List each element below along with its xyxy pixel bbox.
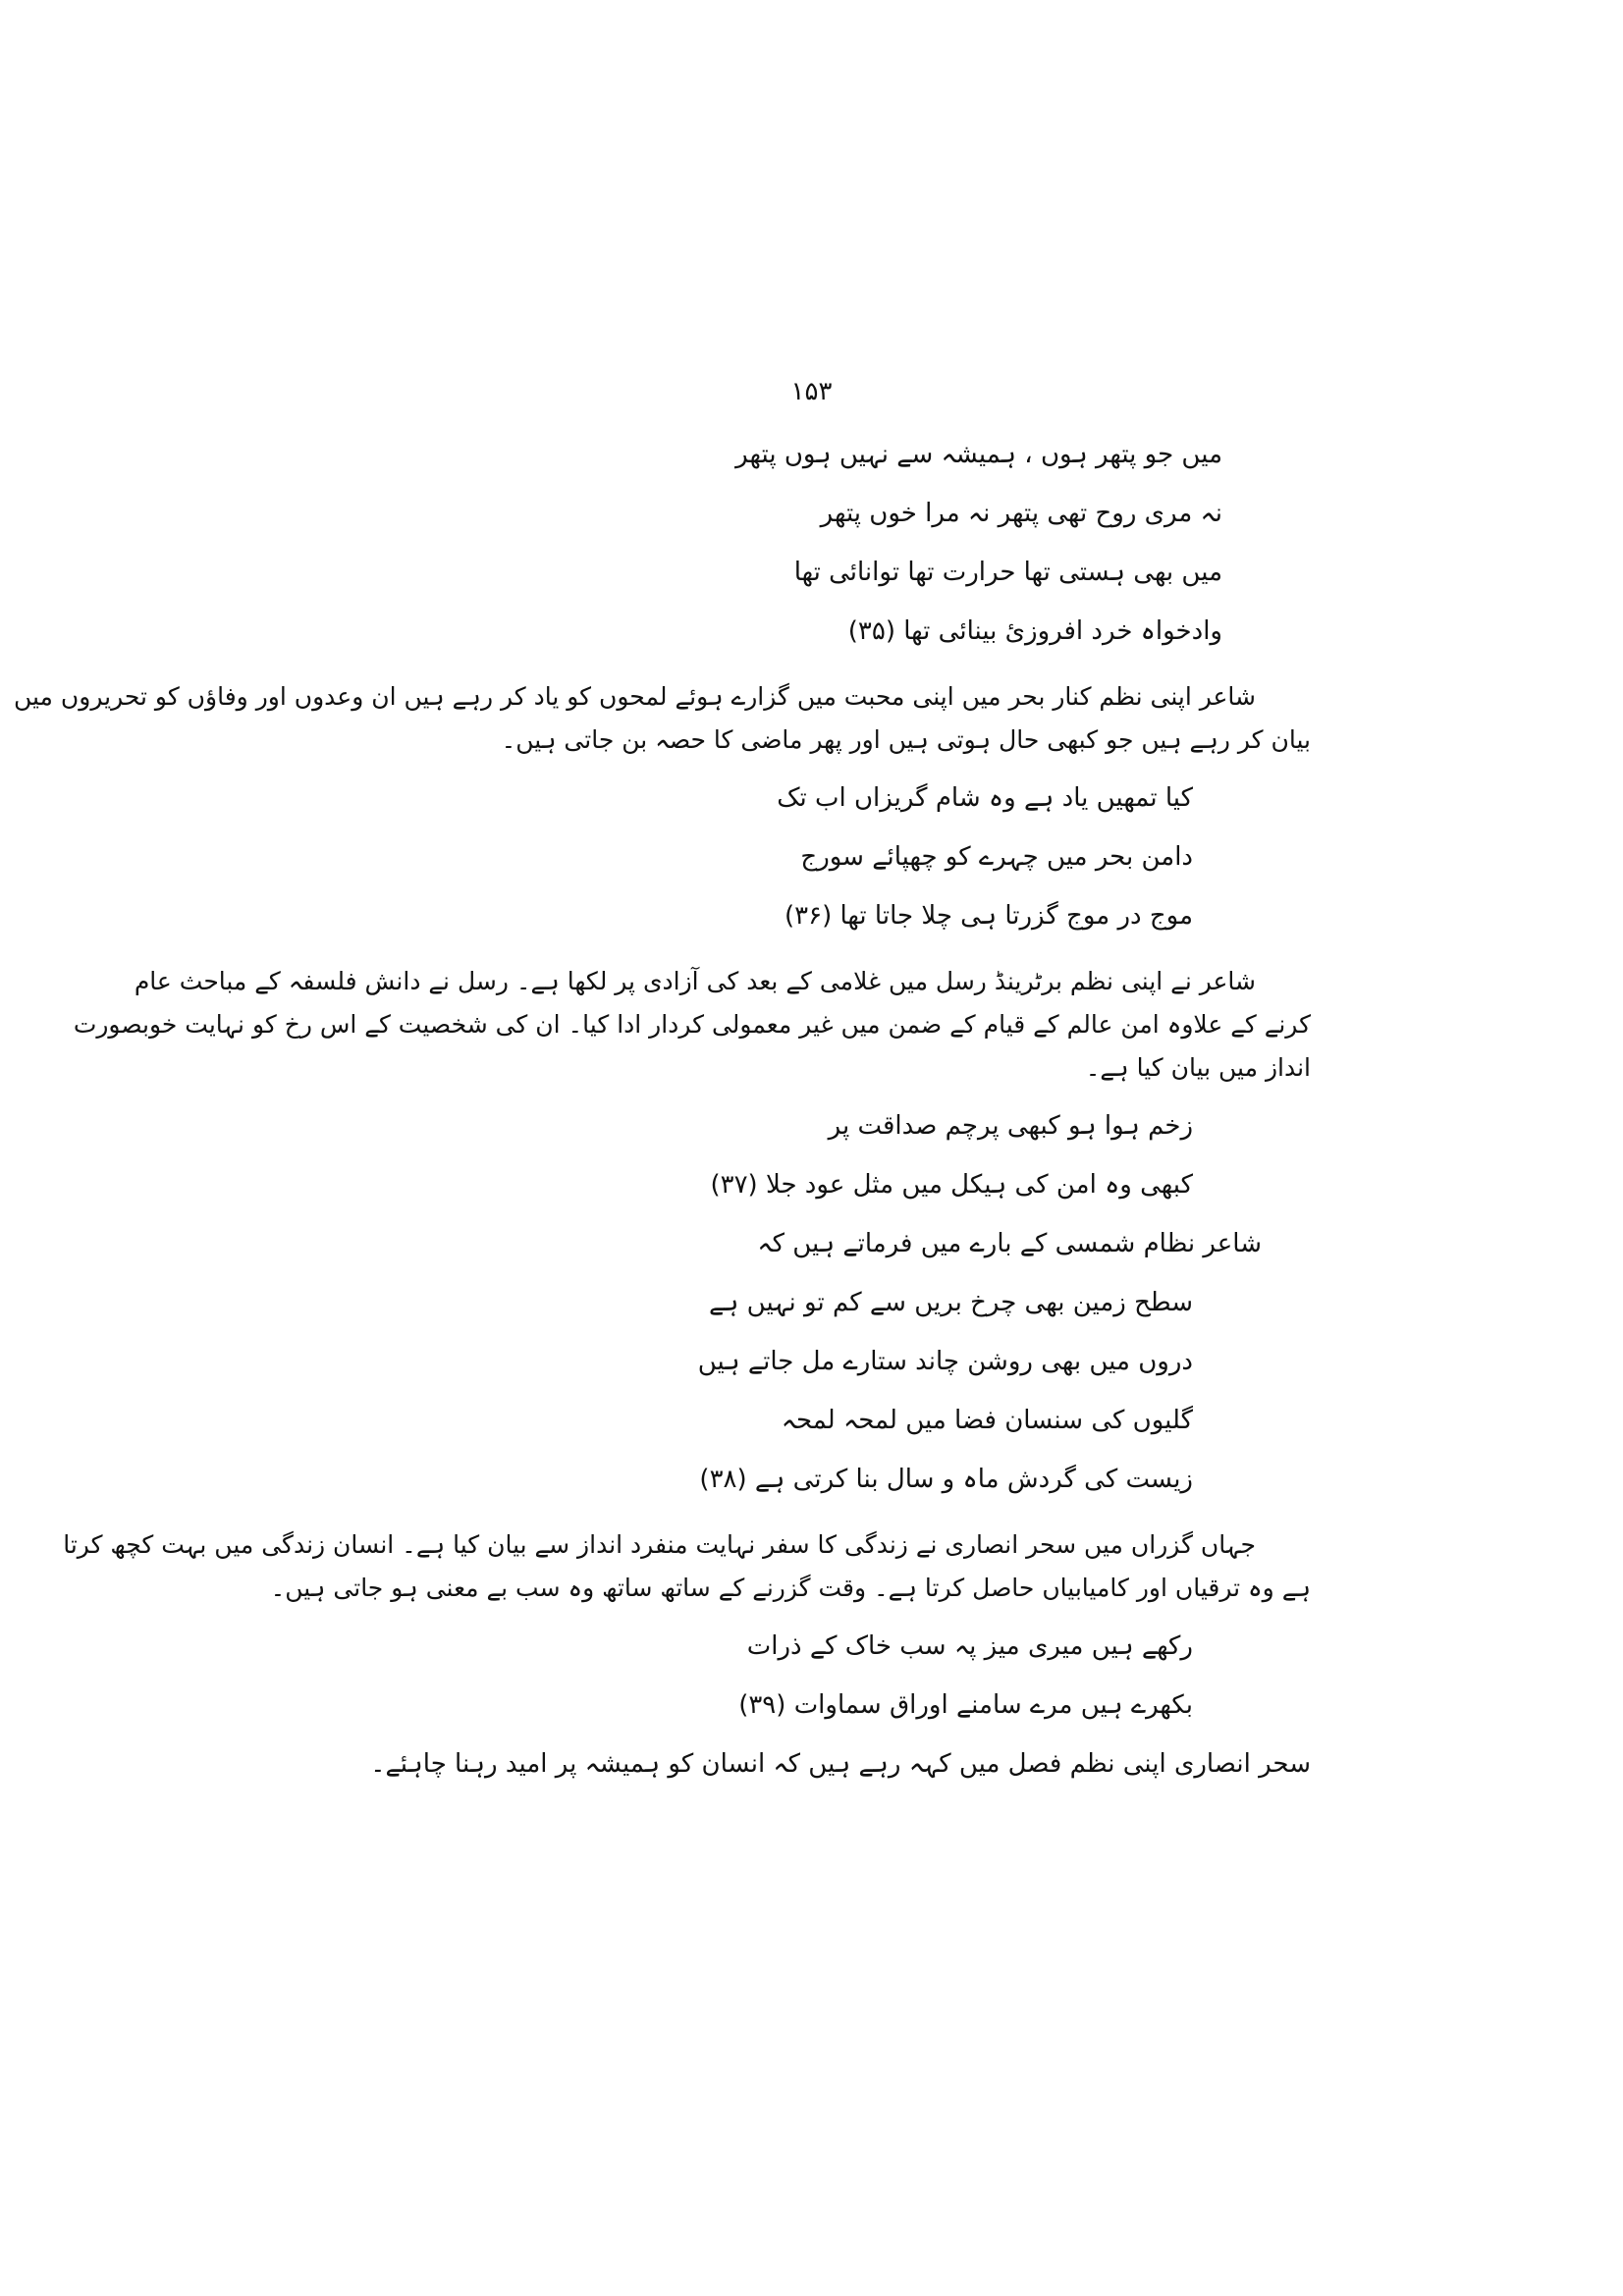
prose-line: شاعر نے اپنی نظم برٹرینڈ رسل میں غلامی کے بعد کی آزادی پر لکھا ہے۔ رسل نے دانش فلسفہ کے مباحث عام: [134, 967, 1256, 995]
verse-line: سطح زمین بھی چرخ بریں سے کم تو نہیں ہے: [708, 1288, 1193, 1317]
verse-line: وادخواہ خرد افروزئ بینائی تھا (۳۵): [847, 616, 1222, 646]
verse-line: شاعر نظام شمسی کے بارے میں فرماتے ہیں کہ: [757, 1229, 1262, 1258]
prose-paragraph: [63, 1523, 1311, 1610]
verse-line: میں جو پتھر ہوں ، ہمیشہ سے نہیں ہوں پتھر: [735, 440, 1222, 469]
verse-line: موج در موج گزرتا ہی چلا جاتا تھا (۳۶): [784, 901, 1193, 931]
verse-line: زخم ہوا ہو کبھی پرچم صداقت پر: [828, 1111, 1193, 1141]
verse-line: زیست کی گردش ماہ و سال بنا کرتی ہے (۳۸): [699, 1465, 1193, 1494]
verse-line: نہ مری روح تھی پتھر نہ مرا خوں پتھر: [820, 499, 1222, 528]
verse-line: دامن بحر میں چہرے کو چھپائے سورج: [800, 842, 1193, 872]
verse-line: کبھی وہ امن کی ہیکل میں مثل عود جلا (۳۷): [710, 1170, 1193, 1200]
prose-line: انداز میں بیان کیا ہے۔: [1085, 1053, 1311, 1082]
prose-line: جہاں گزراں میں سحر انصاری نے زندگی کا سفر نہایت منفرد انداز سے بیان کیا ہے۔ انسان زندگی میں بہت کچھ کرتا: [63, 1530, 1256, 1559]
prose-line: کرنے کے علاوہ امن عالم کے قیام کے ضمن میں غیر معمولی کردار ادا کیا۔ ان کی شخصیت کے اس رخ کو نہایت خوبصورت: [73, 1010, 1311, 1039]
verse-line: سحر انصاری اپنی نظم فصل میں کہہ رہے ہیں کہ انسان کو ہمیشہ پر امید رہنا چاہئے۔: [370, 1749, 1311, 1779]
verse-line: گلیوں کی سنسان فضا میں لمحہ لمحہ: [781, 1406, 1193, 1435]
prose-line: ہے وہ ترقیاں اور کامیابیاں حاصل کرتا ہے۔ وقت گزرنے کے ساتھ ساتھ وہ سب بے معنی ہو جاتی ہیں۔: [270, 1574, 1311, 1602]
page-number: ۱۵۳: [790, 377, 833, 406]
prose-line: شاعر اپنی نظم کنار بحر میں اپنی محبت میں گزارے ہوئے لمحوں کو یاد کر رہے ہیں ان وعدوں اور وفاؤں کو تحریروں میں: [13, 682, 1256, 711]
verse-line: کیا تمھیں یاد ہے وہ شام گریزاں اب تک: [777, 783, 1193, 813]
verse-line: بکھرے ہیں مرے سامنے اوراق سماوات (۳۹): [738, 1690, 1193, 1720]
verse-line: دروں میں بھی روشن چاند ستارے مل جاتے ہیں: [697, 1347, 1193, 1376]
body-text: [13, 432, 1311, 1800]
verse-line: میں بھی ہستی تھا حرارت تھا توانائی تھا: [793, 558, 1222, 587]
prose-paragraph: [73, 960, 1311, 1090]
prose-line: بیان کر رہے ہیں جو کبھی حال ہوتی ہیں اور پھر ماضی کا حصہ بن جاتی ہیں۔: [501, 725, 1311, 754]
prose-paragraph: [13, 675, 1311, 762]
verse-line: رکھے ہیں میری میز پہ سب خاک کے ذرات: [746, 1631, 1193, 1661]
